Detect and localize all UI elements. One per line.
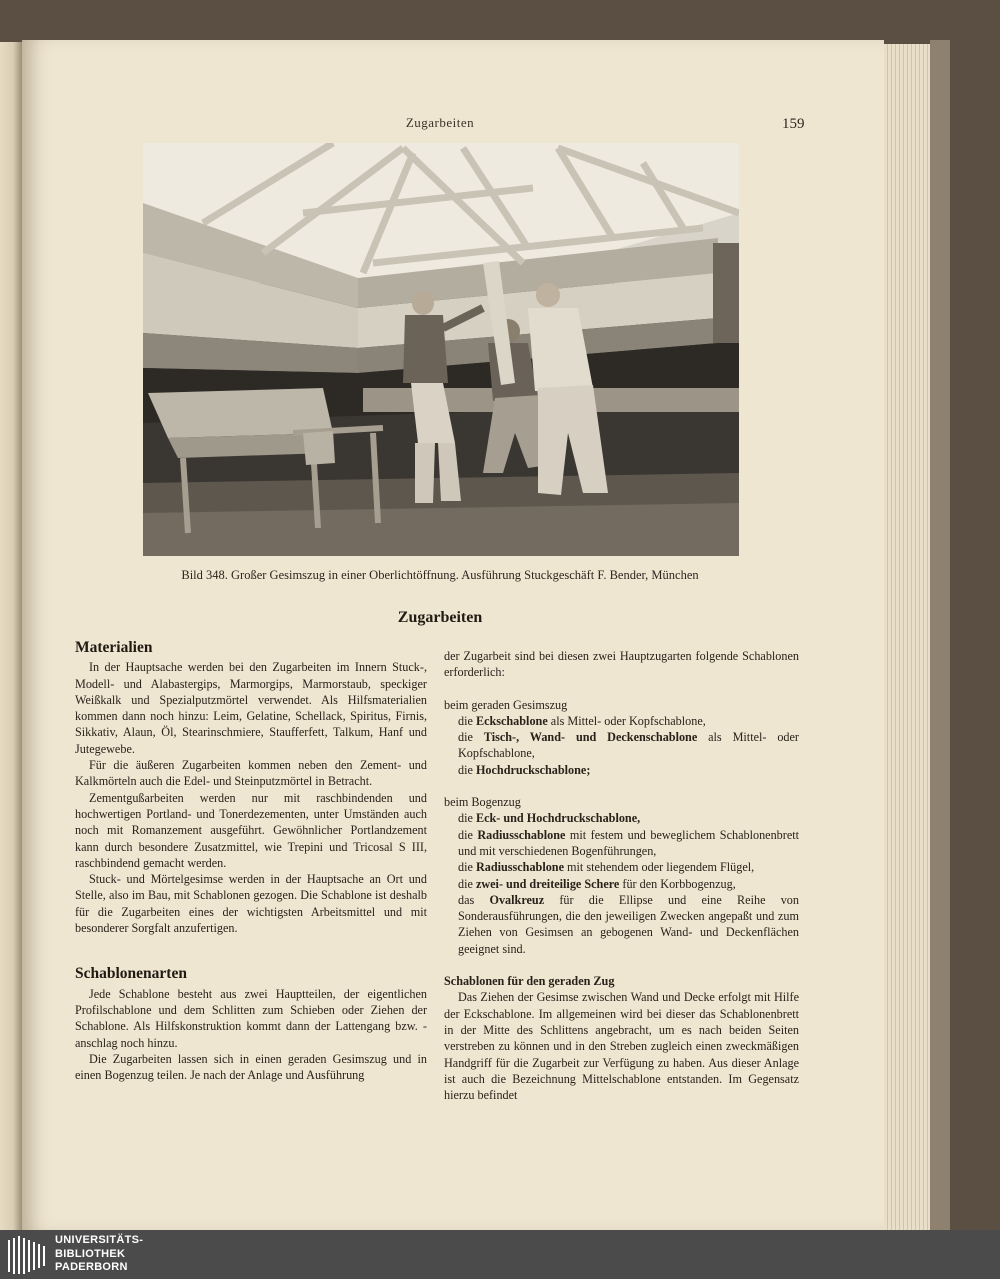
page-stack-edge [884,44,932,1230]
list-item-prefix: die [458,876,476,891]
list-item-text: mit festem und beweglichem Schablonenbrett und mit verschiedenen Bogenführungen, [458,827,800,858]
paragraph: Jede Schablone besteht aus zwei Hauptteilen, der eigentlichen Profilschablone und dem Schlitten zum Schieben oder Ziehen der Schablone. Als Hilfskonstruktion kommt dann der Lattengang bzw. -anschlag noch hinzu. [75,986,427,1050]
photo-illustration [143,143,739,556]
list-item-prefix: die [458,827,478,842]
heading-schablonenarten: Schablonenarten [75,965,187,983]
list-item-text: mit stehendem oder liegendem Flügel, [564,860,755,875]
list-item-term: zwei- und dreiteilige Schere [475,876,620,891]
list-item-text: für die Ellipse und eine Reihe von Sonderausführungen, die den jeweiligen Zwecken angepaßt und zum Ziehen von Gesimsen an gebogenen Wand- und Deckenflächen geeignet sind. [458,892,799,956]
list-item-term: Hochdruckschablone; [475,762,591,777]
spacer [444,681,799,697]
list-item-text: als Mittel- oder Kopfschablone, [458,730,799,761]
spacer [444,957,799,973]
spacer [75,936,427,966]
list-item-term: Radiusschablone [477,827,566,842]
list-item-text: für den Korbbogenzug, [619,876,736,891]
paragraph: Für die äußeren Zugarbeiten kommen neben den Zement- und Kalkmörteln auch die Edel- und Steinputzmörtel in Betracht. [75,758,427,789]
figure-caption: Bild 348. Großer Gesimszug in einer Oberlichtöffnung. Ausführung Stuckgeschäft F. Bender, München [181,568,699,582]
list-item-prefix: die [458,730,484,745]
left-column [75,640,427,1083]
paragraph: der Zugarbeit sind bei diesen zwei Hauptzugarten folgende Schablonen erforderlich: [444,649,799,680]
list-item [444,729,799,762]
figure-photo [143,143,739,556]
paragraph: Zementgußarbeiten werden nur mit raschbindenden und hochwertigen Portland- und Tonerdezementen, unter Umständen auch noch mit Romanzement ausgeführt. Gewöhnlicher Portlandzement kann durch besondere Zusatzmittel, wie Trepini und Tricosal S III, raschbindend gemacht werden. [75,790,427,870]
page-number: 159 [782,116,805,132]
list-item-prefix: das [458,892,490,907]
spacer [444,778,799,794]
list-item [444,713,799,729]
list-item-term: Radiusschablone [475,860,564,875]
list-item-prefix: die [458,860,476,875]
paragraph: Die Zugarbeiten lassen sich in einen geraden Gesimszug und in einen Bogenzug teilen. Je nach der Anlage und Ausführung [75,1051,427,1083]
section-title: Zugarbeiten [397,609,483,626]
heading-materialien: Materialien [75,639,153,656]
paragraph: Das Ziehen der Gesimse zwischen Wand und Decke erfolgt mit Hilfe der Eckschablone. Im allgemeinen wird bei dieser das Schablonenbrett in der Mitte des Schlittens angebracht, um es nach beiden Seiten verstreben zu können und in den Streben zugleich einen zweckmäßigen Handgriff für die Zugarbeit zur Verfügung zu haben. Aus dieser Anlage ist auch die Bezeichnung Mittelschablone entstanden. Im Gegensatz hierzu befindet [444,990,799,1103]
library-name-line: BIBLIOTHEK [55,1247,126,1260]
list-label-gerade: beim geraden Gesimszug [444,697,568,712]
list-item [444,876,799,892]
book-cover-edge [930,40,950,1230]
list-item [444,810,799,826]
list-item-prefix: die [458,762,476,777]
library-name-line: PADERBORN [55,1261,128,1273]
list-item [444,827,799,860]
list-item [444,892,799,957]
heading-gerader-zug: Schablonen für den geraden Zug [444,974,615,989]
paragraph: In der Hauptsache werden bei den Zugarbeiten im Innern Stuck-, Modell- und Alabastergips, Marmorgips, Marmorstaub, speckiger Weißkalk und Spezialputzmörtel verwendet. Als Hilfsmaterialien kommen dann noch hinzu: Leim, Gelatine, Schellack, Spiritus, Firnis, Sikkativ, Alaun, Öl, Stearinschmiere, Staufferfett, Talkum, Hanf und Jutegewebe. [75,660,427,756]
running-title: Zugarbeiten [405,115,475,130]
paragraph: Stuck- und Mörtelgesimse werden in der Hauptsache an Ort und Stelle, also im Bau, mit Schablonen gezogen. Die Schablone ist deshalb für die Zugarbeiten eines der wichtigsten Arbeitsmittel und mit besonderer Sorgfalt anzufertigen. [75,872,427,936]
list-item-term: Tisch-, Wand- und Deckenschablone [483,730,698,745]
list-label-bogen: beim Bogenzug [444,795,521,810]
university-library-logo-icon [6,1234,50,1276]
library-name [55,1234,143,1275]
list-item-prefix: die [458,811,476,826]
library-footer-bar [0,1230,1000,1279]
list-item-prefix: die [458,713,476,728]
list-item [444,859,799,875]
list-item [444,762,799,778]
list-item-term: Ovalkreuz [489,892,545,907]
library-name-line: UNIVERSITÄTS- [55,1234,144,1246]
left-page-edge [0,42,22,1230]
list-item-term: Eck- und Hochdruckschablone, [475,811,641,826]
list-item-term: Eckschablone [475,713,548,728]
list-item-text: als Mittel- oder Kopfschablone, [547,713,706,728]
right-column [444,648,799,1103]
